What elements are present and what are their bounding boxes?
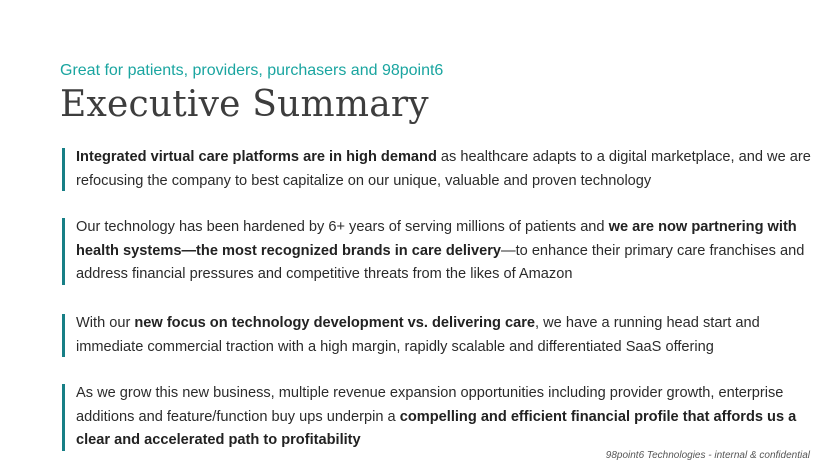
point-text: as healthcare adapts to a digital marketplace, and we are refocusing the company to best capitalize on our unique, valuable and proven technology xyxy=(76,149,811,189)
point-text: With our xyxy=(76,315,135,331)
accent-bar xyxy=(62,314,65,357)
point-emphasis: we are now partnering with health systems—the most recognized brands in care delivery xyxy=(76,219,797,259)
confidential-footer: 98point6 Technologies - internal & confidential xyxy=(605,450,810,461)
point-text: , we have a running head start and immediate commercial traction with a high margin, rapidly scalable and differentiated SaaS offering xyxy=(76,315,760,355)
point-text: As we grow this new business, multiple revenue expansion opportunities including provider growth, enterprise additions and feature/function buy ups underpin a xyxy=(76,385,784,425)
summary-point-4 xyxy=(62,382,828,453)
summary-point-3 xyxy=(62,312,828,359)
accent-bar xyxy=(62,384,65,451)
summary-point-2 xyxy=(62,216,828,287)
summary-point-1 xyxy=(62,146,828,193)
point-emphasis: Integrated virtual care platforms are in high demand xyxy=(76,149,437,165)
point-text: —to enhance their primary care franchises and address financial pressures and competitive threats from the likes of Amazon xyxy=(76,242,805,282)
point-emphasis: new focus on technology development vs. delivering care xyxy=(134,315,536,331)
point-text: Our technology has been hardened by 6+ years of serving millions of patients and xyxy=(76,219,609,235)
point-emphasis: compelling and efficient financial profile that affords us a clear and accelerated path to profitability xyxy=(76,408,797,448)
slide-subtitle: Great for patients, providers, purchasers and 98point6 xyxy=(60,62,444,79)
accent-bar xyxy=(62,148,65,191)
accent-bar xyxy=(62,218,65,285)
slide-title: Executive Summary xyxy=(60,84,429,125)
